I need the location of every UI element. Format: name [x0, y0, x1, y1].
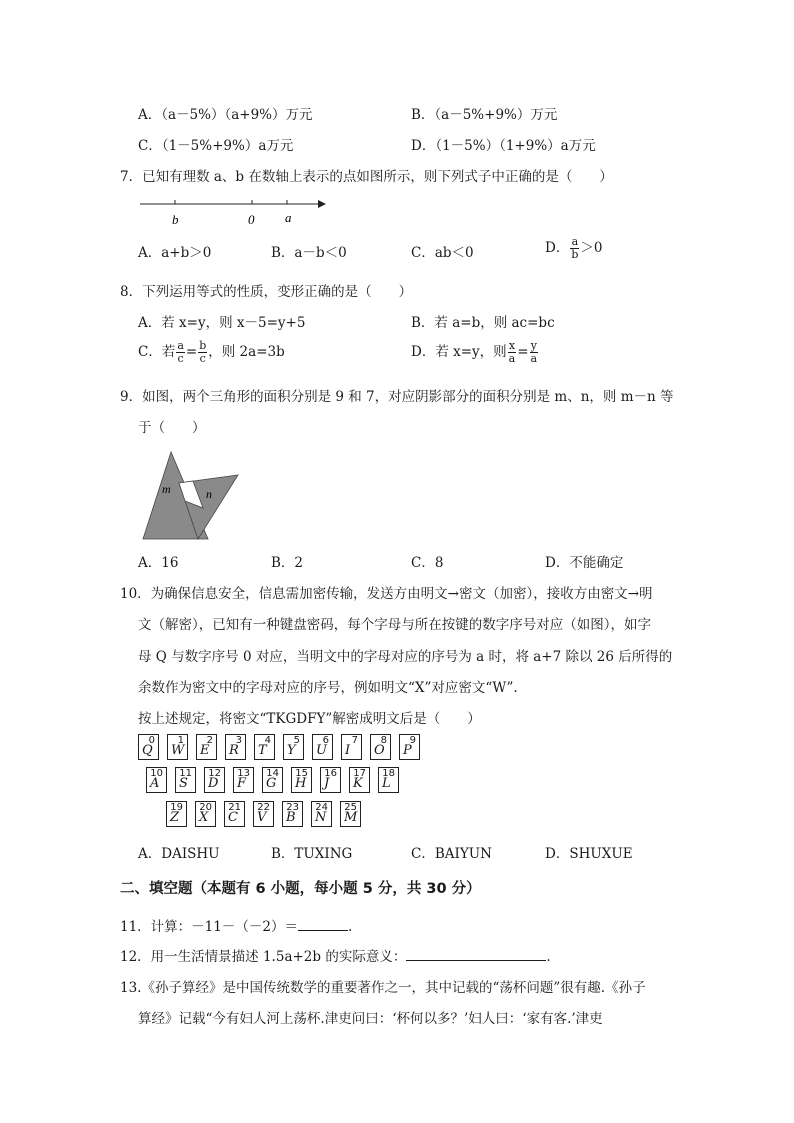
cipher-key-number: 14	[266, 768, 279, 779]
cipher-key	[195, 801, 216, 827]
q8-option-d	[411, 340, 539, 365]
cipher-key-letter: B	[286, 810, 296, 825]
cipher-key	[283, 734, 304, 760]
q7-d-prefix: D．	[545, 240, 570, 256]
q11-answer-blank[interactable]	[298, 930, 348, 931]
cipher-key-number: 23	[286, 802, 299, 813]
cipher-key-letter: P	[403, 743, 412, 758]
cipher-key-letter: N	[315, 810, 327, 825]
q7-option-a: A．a+b＞0	[138, 245, 212, 261]
cipher-key-letter: Z	[170, 810, 180, 825]
q10-line4: 余数作为密文中的字母对应的序号，例如明文“X”对应密文“W”.	[138, 680, 518, 696]
cipher-key-number: 13	[237, 768, 250, 779]
cipher-key	[138, 734, 159, 760]
cipher-key-letter: C	[228, 810, 238, 825]
cipher-key-letter: K	[353, 776, 363, 791]
cipher-key-number: 22	[257, 802, 270, 813]
cipher-key-number: 24	[315, 802, 328, 813]
cipher-key-number: 21	[228, 802, 241, 813]
q9-option-c: C．8	[411, 555, 444, 571]
cipher-key-number: 16	[324, 768, 337, 779]
cipher-key-letter: R	[229, 743, 239, 758]
cipher-key-letter: L	[382, 776, 391, 791]
cipher-key	[282, 801, 303, 827]
section-heading-fill-in: 二、填空题（本题有 6 小题，每小题 5 分，共 30 分）	[120, 881, 481, 897]
cipher-key-number: 19	[170, 802, 183, 813]
cipher-key-number: 7	[351, 735, 358, 746]
cipher-key-number: 5	[293, 735, 300, 746]
cipher-key	[291, 767, 312, 793]
q8-option-c	[138, 340, 285, 365]
cipher-key-number: 17	[353, 768, 366, 779]
q8-c-prefix: C．若	[138, 344, 176, 360]
q8-d-fraction-1	[508, 340, 517, 365]
q8-d-f1-numerator: x	[508, 339, 516, 352]
cipher-key	[166, 801, 187, 827]
cipher-key	[320, 767, 341, 793]
cipher-key	[311, 801, 332, 827]
q10-line5: 按上述规定，将密文“TKGDFY”解密成明文后是（ ）	[138, 711, 481, 727]
cipher-key	[196, 734, 217, 760]
q8-option-a: A．若 x=y，则 x－5=y+5	[138, 315, 306, 331]
cipher-key-letter: A	[150, 776, 160, 791]
q7-d-fraction	[570, 236, 579, 261]
q7-option-b: B．a－b＜0	[271, 245, 347, 261]
cipher-key	[253, 801, 274, 827]
q13-line1: 13.《孙子算经》是中国传统数学的重要著作之一，其中记载的“荡杯问题”很有趣.《孙子	[120, 980, 646, 996]
cipher-key	[146, 767, 167, 793]
cipher-key-letter: I	[345, 743, 351, 758]
q7-d-denominator: b	[571, 248, 579, 261]
q8-c-suffix: ，则 2a=3b	[208, 344, 285, 360]
q7-option-c: C．ab＜0	[411, 245, 474, 261]
q11	[120, 915, 352, 935]
cipher-key-number: 11	[179, 768, 192, 779]
cipher-key-letter: W	[171, 743, 185, 758]
q9-option-d: D．不能确定	[545, 555, 624, 571]
cipher-key-letter: G	[266, 776, 277, 791]
cipher-key-number: 9	[409, 735, 416, 746]
q6-option-a: A．（a－5%）（a+9%）万元	[138, 107, 313, 123]
q8-c-f2-denominator: c	[199, 352, 206, 365]
q8-stem: 8．下列运用等式的性质，变形正确的是（ ）	[120, 284, 413, 300]
label-m: m	[162, 482, 171, 496]
cipher-key-letter: Y	[287, 743, 296, 758]
label-a: a	[285, 210, 292, 225]
label-n: n	[206, 487, 212, 501]
cipher-key	[225, 734, 246, 760]
cipher-key-letter: S	[179, 776, 188, 791]
q8-c-f1-denominator: c	[177, 352, 184, 365]
q10-line1: 10．为确保信息安全，信息需加密传输，发送方由明文→密文（加密），接收方由密文→明	[120, 586, 653, 602]
cipher-key-number: 3	[235, 735, 242, 746]
cipher-key-letter: H	[295, 776, 307, 791]
cipher-key	[341, 734, 362, 760]
q11-suffix: .	[347, 919, 353, 935]
label-b: b	[172, 212, 179, 227]
cipher-key	[204, 767, 225, 793]
cipher-key-number: 0	[148, 735, 155, 746]
cipher-key-letter: E	[200, 743, 210, 758]
q8-d-prefix: D．若 x=y，则	[411, 344, 507, 360]
number-line-arrow-icon	[318, 200, 326, 208]
q12-text: 12．用一生活情景描述 1.5a+2b 的实际意义：	[120, 949, 407, 965]
cipher-key-letter: M	[344, 810, 358, 825]
q8-c-fraction-2	[198, 340, 207, 365]
q10-line3: 母 Q 与数字序号 0 对应，当明文中的字母对应的序号为 a 时，将 a+7 除以 26 后所得的	[138, 649, 673, 665]
cipher-key-number: 20	[199, 802, 212, 813]
cipher-key-letter: U	[316, 743, 327, 758]
cipher-key-letter: T	[258, 743, 267, 758]
q9-stem-line1: 9．如图，两个三角形的面积分别是 9 和 7，对应阴影部分的面积分别是 m、n，则 m－n 等	[120, 389, 674, 405]
q8-d-fraction-2	[530, 340, 539, 365]
cipher-key-letter: V	[257, 810, 267, 825]
q8-d-f1-denominator: a	[508, 352, 516, 365]
q10-option-b: B．TUXING	[271, 846, 353, 862]
q8-c-equals: =	[185, 344, 198, 360]
q9-option-b: B．2	[271, 555, 304, 571]
cipher-key-number: 1	[177, 735, 184, 746]
cipher-key	[399, 734, 420, 760]
q11-text: 11．计算：－11－（－2）＝	[120, 919, 298, 935]
cipher-key	[233, 767, 254, 793]
cipher-key-number: 15	[295, 768, 308, 779]
cipher-key-number: 18	[382, 768, 395, 779]
q9-option-a: A．16	[138, 555, 179, 571]
q8-c-fraction-1	[176, 340, 185, 365]
number-line-figure	[140, 195, 330, 230]
q8-d-f2-numerator: y	[530, 339, 537, 352]
cipher-key-letter: Q	[142, 743, 153, 758]
q8-c-f2-numerator: b	[199, 339, 207, 352]
cipher-key-number: 10	[150, 768, 163, 779]
q13-line2: 算经》记载“今有妇人河上荡杯.津吏问曰：‘杯何以多？’妇人曰：‘家有客.’津吏	[138, 1011, 603, 1027]
cipher-key-number: 25	[344, 802, 357, 813]
cipher-key-letter: D	[208, 776, 219, 791]
label-zero: 0	[248, 212, 255, 227]
q6-option-b: B．（a－5%+9%）万元	[411, 107, 558, 123]
q12-answer-blank[interactable]	[406, 960, 546, 961]
q7-stem: 7．已知有理数 a、b 在数轴上表示的点如图所示，则下列式子中正确的是（ ）	[120, 169, 613, 185]
q9-stem-line2: 于（ ）	[138, 420, 206, 436]
cipher-key	[224, 801, 245, 827]
cipher-key	[175, 767, 196, 793]
overlapping-triangles-figure	[138, 448, 248, 543]
q8-d-equals: =	[517, 344, 529, 360]
q10-option-d: D．SHUXUE	[545, 846, 633, 862]
cipher-key	[312, 734, 333, 760]
cipher-key	[340, 801, 361, 827]
cipher-key	[167, 734, 188, 760]
q12	[120, 945, 551, 965]
cipher-key-letter: O	[374, 743, 385, 758]
cipher-key	[378, 767, 399, 793]
q7-option-d	[545, 236, 602, 261]
q6-option-d: D．（1－5%）（1+9%）a万元	[411, 138, 596, 154]
cipher-key	[349, 767, 370, 793]
cipher-key	[370, 734, 391, 760]
q10-option-c: C．BAIYUN	[411, 846, 492, 862]
cipher-key-number: 2	[206, 735, 213, 746]
cipher-key	[254, 734, 275, 760]
cipher-key-number: 4	[264, 735, 271, 746]
cipher-key-letter: J	[324, 776, 330, 791]
cipher-key-letter: F	[237, 776, 247, 791]
cipher-key-letter: X	[199, 810, 209, 825]
q7-d-suffix: ＞0	[580, 240, 603, 256]
q8-d-f2-denominator: a	[530, 352, 538, 365]
q10-line2: 文（解密），已知有一种键盘密码，每个字母与所在按键的数字序号对应（如图），如字	[138, 617, 651, 633]
q6-option-c: C．（1－5%+9%）a万元	[138, 138, 294, 154]
cipher-key-number: 6	[322, 735, 329, 746]
cipher-key-number: 8	[380, 735, 387, 746]
q7-d-numerator: a	[571, 235, 579, 248]
cipher-key	[262, 767, 283, 793]
q10-option-a: A．DAISHU	[138, 846, 220, 862]
q8-c-f1-numerator: a	[177, 339, 184, 352]
q12-suffix: .	[546, 949, 551, 965]
cipher-key-number: 12	[208, 768, 221, 779]
q8-option-b: B．若 a=b，则 ac=bc	[411, 315, 555, 331]
